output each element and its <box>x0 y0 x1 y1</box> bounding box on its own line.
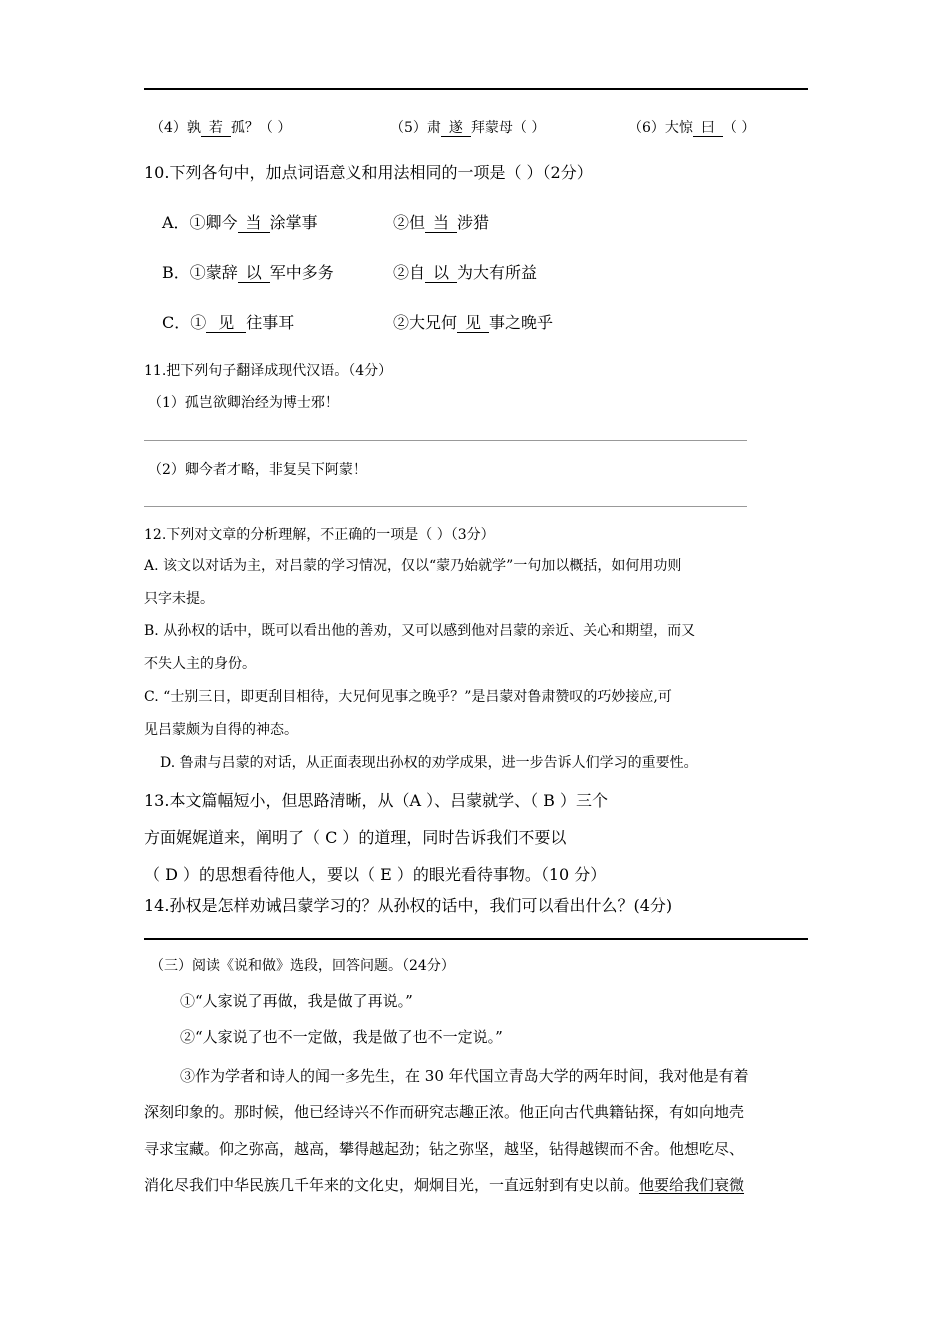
q10-stem: 10.下列各句中，加点词语意义和用法相同的一项是（ ）（2分） <box>144 163 593 182</box>
q10-option-c-2: ②大兄何 见 事之晚乎 <box>393 313 554 332</box>
q13-line-2: 方面娓娓道来，阐明了（ C ）的道理，同时告诉我们不要以 <box>144 828 567 847</box>
q11-answer-line-2 <box>144 506 747 507</box>
q10-option-c-1: C．① 见 往事耳 <box>162 313 295 332</box>
section3-paragraph-3-line-2: 深刻印象的。那时候，他已经诗兴不作而研究志趣正浓。他正向古代典籍钻探，有如向地壳 <box>144 1103 745 1121</box>
q12-option-c-line-1: C. “士别三日，即更刮目相待，大兄何见事之晚乎？”是吕蒙对鲁肃赞叹的巧妙接应,可 <box>144 689 672 705</box>
underlined-sentence: 他要给我们衰微 <box>639 1176 745 1194</box>
q9-item-6: （6）大惊 曰 （ ） <box>628 120 756 136</box>
q11-sentence-2: （2）卿今者才略，非复吴下阿蒙！ <box>148 462 367 478</box>
q9-item-4: （4）孰 若 孤？（ ） <box>150 120 292 136</box>
section3-paragraph-3-line-1: ③作为学者和诗人的闻一多先生，在 30 年代国立青岛大学的两年时间，我对他是有着 <box>180 1067 749 1085</box>
q12-option-a-line-2: 只字未提。 <box>144 591 214 607</box>
q14-stem: 14.孙权是怎样劝诫吕蒙学习的？从孙权的话中，我们可以看出什么？(4分) <box>144 896 673 915</box>
section3-heading: （三）阅读《说和做》选段，回答问题。（24分） <box>150 958 455 974</box>
q12-option-b-line-2: 不失人主的身份。 <box>144 656 256 672</box>
q12-option-c-line-2: 见吕蒙颇为自得的神态。 <box>144 722 298 738</box>
section3-paragraph-3-line-4: 消化尽我们中华民族几千年来的文化史，炯炯目光，一直远射到有史以前。他要给我们衰微 <box>144 1176 745 1194</box>
q11-sentence-1: （1）孤岂欲卿治经为博士邪！ <box>148 395 339 411</box>
q11-stem: 11.把下列句子翻译成现代汉语。（4分） <box>144 363 393 379</box>
top-rule <box>144 88 808 90</box>
q10-option-a-2: ②但 当 涉猎 <box>393 213 490 232</box>
q9-item-4-word: 若 <box>201 121 231 137</box>
q12-option-d: D. 鲁肃与吕蒙的对话，从正面表现出孙权的劝学成果，进一步告诉人们学习的重要性。 <box>160 755 698 771</box>
q10-option-a-1: A．①卿今 当 涂掌事 <box>162 213 318 232</box>
q10-option-b-2: ②自 以 为大有所益 <box>393 263 538 282</box>
q12-option-b-line-1: B. 从孙权的话中，既可以看出他的善劝，又可以感到他对吕蒙的亲近、关心和期望，而又 <box>144 623 696 639</box>
q13-line-3: （ D ）的思想看待他人，要以（ E ）的眼光看待事物。（10 分） <box>144 865 607 884</box>
section3-paragraph-3-line-3: 寻求宝藏。仰之弥高，越高，攀得越起劲；钻之弥坚，越坚，钻得越锲而不舍。他想吃尽、 <box>144 1140 745 1158</box>
q13-line-1: 13.本文篇幅短小，但思路清晰，从（A ）、吕蒙就学、（ B ）三个 <box>144 791 609 810</box>
q9-item-6-word: 曰 <box>693 121 723 137</box>
q12-stem: 12.下列对文章的分析理解，不正确的一项是（ ）（3分） <box>144 527 495 543</box>
q10-option-b-1: B．①蒙辞 以 军中多务 <box>162 263 334 282</box>
q11-answer-line-1 <box>144 440 747 441</box>
q9-item-5: （5）肃 遂 拜蒙母（ ） <box>390 120 546 136</box>
section3-paragraph-2: ②“人家说了也不一定做，我是做了也不一定说。” <box>180 1028 503 1046</box>
section-divider <box>144 938 808 940</box>
q12-option-a-line-1: A. 该文以对话为主，对吕蒙的学习情况，仅以“蒙乃始就学”一句加以概括，如何用功则 <box>144 558 682 574</box>
q9-item-5-word: 遂 <box>441 121 471 137</box>
section3-paragraph-1: ①“人家说了再做，我是做了再说。” <box>180 992 413 1010</box>
